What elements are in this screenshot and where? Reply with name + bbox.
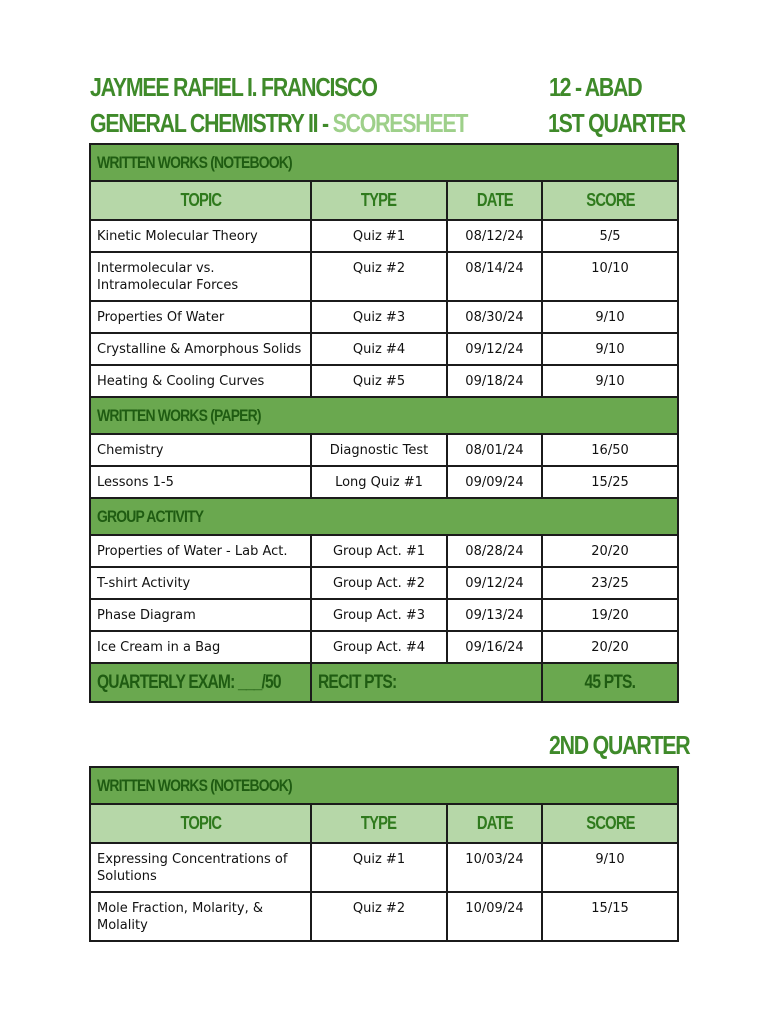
q1-notebook-section bbox=[90, 144, 678, 397]
table-row bbox=[90, 466, 678, 498]
col-type bbox=[311, 804, 447, 843]
col-date bbox=[447, 804, 542, 843]
col-date bbox=[447, 181, 542, 220]
subject-title bbox=[90, 108, 467, 139]
cell-score: 16/50 bbox=[542, 434, 678, 466]
table-row bbox=[90, 333, 678, 365]
cell-score: 9/10 bbox=[542, 301, 678, 333]
quarterly-exam bbox=[90, 663, 311, 702]
section-title bbox=[90, 397, 678, 434]
recit-pts-text: RECIT PTS: bbox=[318, 671, 397, 693]
cell-date: 09/16/24 bbox=[447, 631, 542, 663]
cell-score: 9/10 bbox=[542, 843, 678, 892]
cell-type: Group Act. #3 bbox=[311, 599, 447, 631]
cell-date: 10/03/24 bbox=[447, 843, 542, 892]
cell-topic: T-shirt Activity bbox=[90, 567, 311, 599]
cell-type: Group Act. #4 bbox=[311, 631, 447, 663]
section-title-text: GROUP ACTIVITY bbox=[97, 506, 204, 526]
table-row bbox=[90, 631, 678, 663]
cell-score: 10/10 bbox=[542, 252, 678, 301]
cell-topic: Kinetic Molecular Theory bbox=[90, 220, 311, 252]
cell-date: 08/12/24 bbox=[447, 220, 542, 252]
cell-score: 23/25 bbox=[542, 567, 678, 599]
cell-date: 08/01/24 bbox=[447, 434, 542, 466]
cell-topic: Properties of Water - Lab Act. bbox=[90, 535, 311, 567]
cell-type: Quiz #2 bbox=[311, 252, 447, 301]
student-name: JAYMEE RAFIEL I. FRANCISCO bbox=[90, 72, 377, 102]
class-section: 12 - ABAD bbox=[549, 72, 642, 102]
cell-type: Quiz #5 bbox=[311, 365, 447, 397]
cell-date: 08/28/24 bbox=[447, 535, 542, 567]
col-score-text: SCORE bbox=[585, 189, 635, 210]
cell-topic: Heating & Cooling Curves bbox=[90, 365, 311, 397]
cell-topic: Phase Diagram bbox=[90, 599, 311, 631]
cell-date: 09/12/24 bbox=[447, 567, 542, 599]
cell-score: 20/20 bbox=[542, 535, 678, 567]
q2-notebook-section bbox=[90, 767, 678, 941]
q1-paper-section bbox=[90, 397, 678, 498]
cell-type: Diagnostic Test bbox=[311, 434, 447, 466]
table-row bbox=[90, 434, 678, 466]
cell-score: 9/10 bbox=[542, 333, 678, 365]
section-title bbox=[90, 767, 678, 804]
col-date-text: DATE bbox=[476, 189, 513, 210]
cell-date: 09/13/24 bbox=[447, 599, 542, 631]
column-header-row bbox=[90, 181, 678, 220]
col-score-text: SCORE bbox=[585, 812, 635, 833]
recit-points-value-text: 45 PTS. bbox=[584, 671, 636, 693]
recit-pts bbox=[311, 663, 542, 702]
table-row bbox=[90, 599, 678, 631]
col-type bbox=[311, 181, 447, 220]
col-type-text: TYPE bbox=[361, 189, 397, 210]
subject-name: GENERAL CHEMISTRY II - bbox=[90, 108, 333, 138]
cell-date: 09/12/24 bbox=[447, 333, 542, 365]
q1-footer bbox=[90, 663, 678, 702]
section-title-text: WRITTEN WORKS (NOTEBOOK) bbox=[97, 152, 292, 172]
cell-type: Quiz #1 bbox=[311, 843, 447, 892]
cell-type: Quiz #4 bbox=[311, 333, 447, 365]
cell-type: Quiz #3 bbox=[311, 301, 447, 333]
subject-accent: SCORESHEET bbox=[332, 108, 468, 138]
table-row bbox=[90, 365, 678, 397]
cell-score: 15/25 bbox=[542, 466, 678, 498]
cell-date: 09/09/24 bbox=[447, 466, 542, 498]
section-title bbox=[90, 144, 678, 181]
cell-type: Group Act. #2 bbox=[311, 567, 447, 599]
quarter-1-label: 1ST QUARTER bbox=[548, 108, 685, 138]
cell-date: 08/14/24 bbox=[447, 252, 542, 301]
cell-type: Quiz #1 bbox=[311, 220, 447, 252]
quarter-2-label: 2ND QUARTER bbox=[549, 730, 690, 760]
cell-type: Group Act. #1 bbox=[311, 535, 447, 567]
table-row bbox=[90, 252, 678, 301]
q2-scoresheet-table bbox=[89, 766, 679, 942]
cell-topic: Properties Of Water bbox=[90, 301, 311, 333]
cell-date: 09/18/24 bbox=[447, 365, 542, 397]
col-topic-text: TOPIC bbox=[180, 812, 221, 833]
col-score bbox=[542, 804, 678, 843]
table-row bbox=[90, 301, 678, 333]
cell-topic: Crystalline & Amorphous Solids bbox=[90, 333, 311, 365]
table-row bbox=[90, 843, 678, 892]
cell-score: 19/20 bbox=[542, 599, 678, 631]
q1-group-section bbox=[90, 498, 678, 663]
section-title bbox=[90, 498, 678, 535]
table-row bbox=[90, 220, 678, 252]
section-title-text: WRITTEN WORKS (PAPER) bbox=[97, 405, 261, 425]
cell-score: 20/20 bbox=[542, 631, 678, 663]
col-topic bbox=[90, 181, 311, 220]
section-title-text: WRITTEN WORKS (NOTEBOOK) bbox=[97, 775, 292, 795]
table-row bbox=[90, 567, 678, 599]
cell-score: 5/5 bbox=[542, 220, 678, 252]
table-row bbox=[90, 535, 678, 567]
cell-topic: Intermolecular vs. Intramolecular Forces bbox=[90, 252, 311, 301]
quarterly-exam-text: QUARTERLY EXAM: ___/50 bbox=[97, 671, 281, 693]
cell-type: Quiz #2 bbox=[311, 892, 447, 941]
q1-scoresheet-table bbox=[89, 143, 679, 703]
cell-score: 9/10 bbox=[542, 365, 678, 397]
cell-topic: Ice Cream in a Bag bbox=[90, 631, 311, 663]
column-header-row bbox=[90, 804, 678, 843]
cell-topic: Mole Fraction, Molarity, & Molality bbox=[90, 892, 311, 941]
cell-topic: Lessons 1-5 bbox=[90, 466, 311, 498]
cell-date: 08/30/24 bbox=[447, 301, 542, 333]
cell-topic: Chemistry bbox=[90, 434, 311, 466]
table-row bbox=[90, 892, 678, 941]
col-score bbox=[542, 181, 678, 220]
col-topic-text: TOPIC bbox=[180, 189, 221, 210]
cell-score: 15/15 bbox=[542, 892, 678, 941]
recit-points-value bbox=[542, 663, 678, 702]
cell-date: 10/09/24 bbox=[447, 892, 542, 941]
col-date-text: DATE bbox=[476, 812, 513, 833]
cell-type: Long Quiz #1 bbox=[311, 466, 447, 498]
col-topic bbox=[90, 804, 311, 843]
col-type-text: TYPE bbox=[361, 812, 397, 833]
cell-topic: Expressing Concentrations of Solutions bbox=[90, 843, 311, 892]
